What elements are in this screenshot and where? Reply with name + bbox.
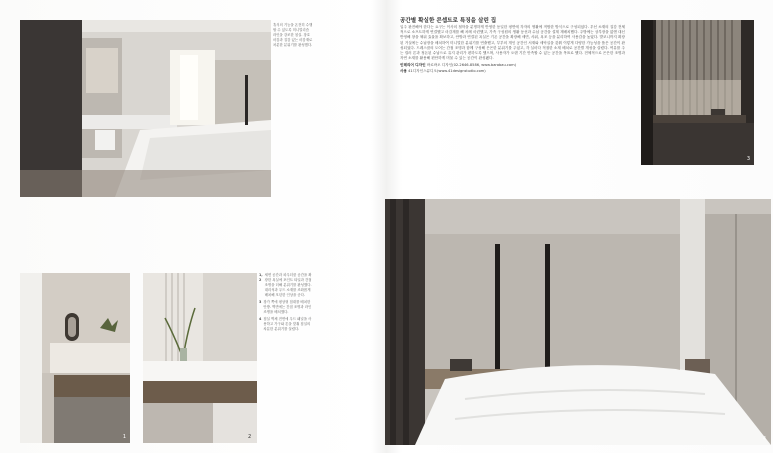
credit-designer-value: 바로바오 디자인(02-2646-8586, www.barobau.com) <box>426 63 516 68</box>
photo1-caption: 휴식의 기능을 온전히 수행할 수 있도록 미니멀리즘 라인을 강조한 침실. 창호 마감과 질감 있는 마감재로 차분한 분위기를 완성했다. <box>273 23 313 47</box>
article-title: 공간별 확실한 콘셉트로 특징을 살린 집 <box>400 18 497 24</box>
credit-photo-value: 41디자인스튜디오(www.41designstudio.com) <box>408 68 486 73</box>
photo4-number: 4 <box>762 436 766 442</box>
credit-photo <box>400 69 625 74</box>
photo3-number: 3 <box>746 156 750 162</box>
captions-list <box>259 273 314 332</box>
headboard-photo <box>641 20 754 165</box>
caption-text: 침실 벽체 전면에 우드 패널을 사용하고 가구와 톤을 맞춰 침실의 차분한 분위기를 살렸다. <box>263 317 312 331</box>
vanity-photo <box>143 273 257 443</box>
photo1-number: 1 <box>122 434 126 440</box>
photo2-number: 2 <box>248 434 252 440</box>
caption-text: 창가 쪽에 평상형 침대를 배치한 안방. 벽면에는 간접 조명과 라인 조명을 배치했다. <box>263 300 312 314</box>
bathroom-photo <box>20 273 130 443</box>
article-body-text: 입주 완전해야 한다는 요구는 이사의 철학을 분명하게 반영한 동일한 평면에 각자의 생활에 적합한 방식으로 구성되었다. 우선 소재의 질감 전체적으로 소프트하게 연결했고 마감재를 빼 차례 마련했고, 가족 구성원의 생활 동선과 수납 공간을 설계 재배치했다. 주방에는 상부장을 없앤 대신 반영해 창을 채워 효율을 확보하고, 안방과 연결된 욕실은 기존 공간을 확장해 세면, 샤워, 욕조 등을 분리하여 사용감을 높였다. 발코니까지 확장된 거실에는 수납장을 배치하여 미니멀한 분위기를 연출했고, 부부의 개인 공간인 서재와 세탁실을 갖춰 이렇게 다양한 가능성을 품은 공간이 완성되었다. 드레스룸의 도어는 간접 조명과 함께 구성해 은은한 분위기를 주었고, 각 실마다 적절한 소재 배치로 공간별 개성을 살렸다. 여유를 주는 컬러 톤과 정돈된 수납으로 유지 관리가 편하도록 했으며, 사용자가 오랜 기간 만족할 수 있는 공간을 목표로 했다. 전체적으로 은은한 조명과 자연 소재를 활용해 편안하게 머물 수 있는 공간이 완성됐다. <box>400 25 625 61</box>
credit-designer-label: 인테리어 디자인 <box>400 63 426 68</box>
caption-text: 세면 공간과 파우더룸 공간을 확장한 욕실에 포인트 타일과 간접 조명을 더해 분위기를 완성했다. 대리석과 우드 소재를 조화롭게 배치해 모던한 인상을 준다. <box>264 273 312 297</box>
caption-item <box>259 300 314 315</box>
caption-number: 1, 2 <box>259 273 263 282</box>
bedroom-photo-main <box>20 20 271 197</box>
article-body <box>400 25 625 175</box>
caption-item <box>259 273 314 298</box>
bedroom-photo-large <box>385 199 771 445</box>
caption-number: 4 <box>259 317 262 321</box>
caption-item <box>259 317 314 332</box>
credit-photo-label: 사용 <box>400 68 407 73</box>
caption-number: 3 <box>259 300 262 304</box>
